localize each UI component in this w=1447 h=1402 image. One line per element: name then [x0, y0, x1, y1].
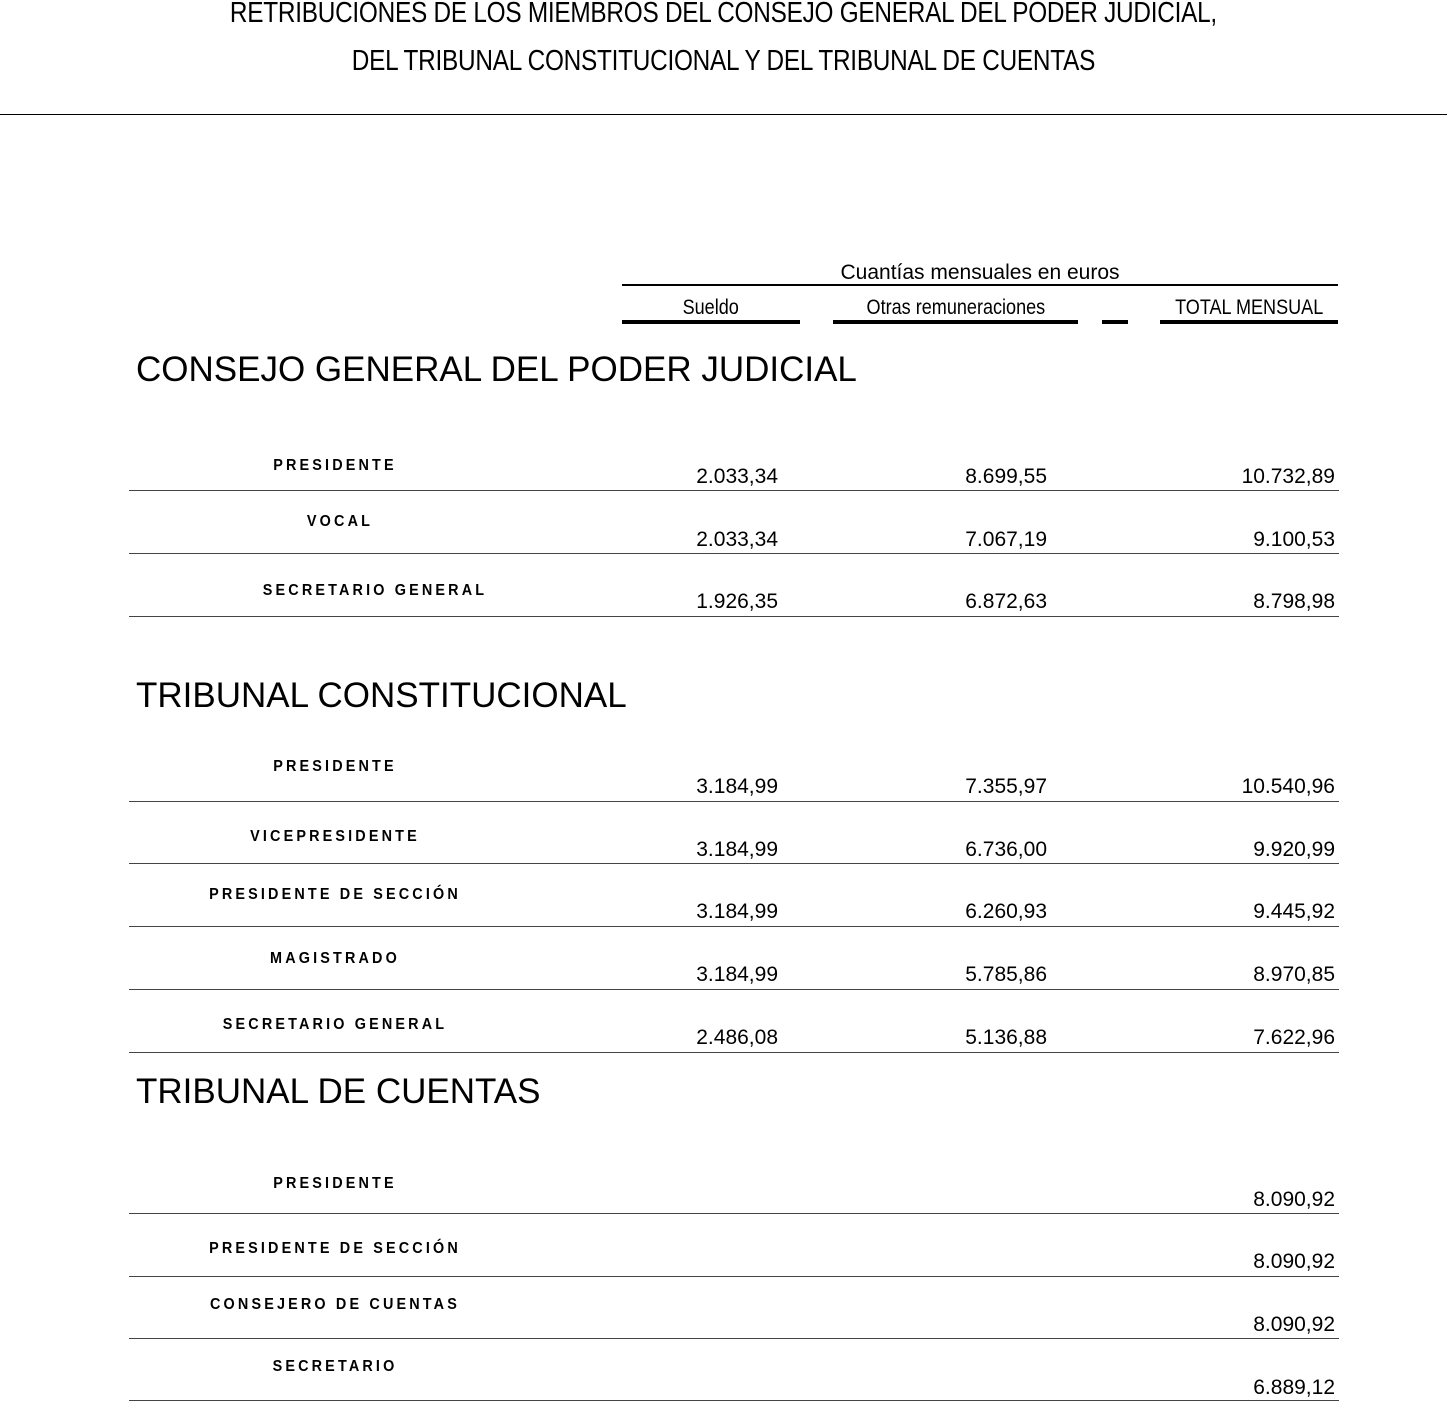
row-label: PRESIDENTE — [273, 457, 397, 474]
cell-total: 10.540,96 — [1241, 775, 1335, 798]
row-label: VICEPRESIDENTE — [250, 828, 420, 845]
cell-sueldo: 3.184,99 — [696, 963, 778, 986]
cell-total: 9.100,53 — [1253, 528, 1335, 551]
row-label: SECRETARIO — [272, 1358, 398, 1375]
cell-total: 9.920,99 — [1253, 838, 1335, 861]
cell-otras: 7.067,19 — [965, 528, 1047, 551]
row-label: SECRETARIO GENERAL — [222, 1016, 448, 1033]
header-divider — [0, 114, 1447, 115]
cell-sueldo: 1.926,35 — [696, 590, 778, 613]
cell-total: 8.970,85 — [1253, 963, 1335, 986]
row-divider — [129, 616, 1339, 617]
document-title-line-1: RETRIBUCIONES DE LOS MIEMBROS DEL CONSEJO GENERAL DEL PODER JUDICIAL, — [229, 0, 1217, 29]
cell-otras: 6.872,63 — [965, 590, 1047, 613]
cell-otras: 7.355,97 — [965, 775, 1047, 798]
row-label: PRESIDENTE DE SECCIÓN — [209, 886, 461, 903]
section-title-tc: TRIBUNAL CONSTITUCIONAL — [136, 676, 627, 715]
row-divider — [129, 989, 1339, 990]
row-divider — [129, 1276, 1339, 1277]
column-bar-total — [1160, 320, 1338, 324]
row-label: VOCAL — [306, 513, 374, 530]
row-divider — [129, 1213, 1339, 1214]
cell-sueldo: 3.184,99 — [696, 900, 778, 923]
cell-total: 8.090,92 — [1253, 1250, 1335, 1273]
cell-total: 8.090,92 — [1253, 1188, 1335, 1211]
cell-otras: 5.136,88 — [965, 1026, 1047, 1049]
section-title-tcu: TRIBUNAL DE CUENTAS — [136, 1072, 541, 1111]
document-title-line-2: DEL TRIBUNAL CONSTITUCIONAL Y DEL TRIBUNAL DE CUENTAS — [351, 45, 1096, 77]
row-label: SECRETARIO GENERAL — [262, 582, 488, 599]
cell-otras: 8.699,55 — [965, 465, 1047, 488]
column-header-sueldo: Sueldo — [682, 296, 740, 319]
caption-rule — [622, 284, 1338, 286]
cell-sueldo: 2.486,08 — [696, 1026, 778, 1049]
row-divider — [129, 1052, 1339, 1053]
row-label: MAGISTRADO — [270, 950, 400, 967]
cell-total: 10.732,89 — [1241, 465, 1335, 488]
column-bar-spacer — [1102, 320, 1128, 324]
row-divider — [129, 553, 1339, 554]
column-header-otras: Otras remuneraciones — [866, 296, 1045, 319]
row-divider — [129, 490, 1339, 491]
cell-sueldo: 2.033,34 — [696, 465, 778, 488]
cell-total: 6.889,12 — [1253, 1376, 1335, 1399]
cell-sueldo: 3.184,99 — [696, 838, 778, 861]
table-caption: Cuantías mensuales en euros — [840, 261, 1120, 284]
row-divider — [129, 1338, 1339, 1339]
row-divider — [129, 863, 1339, 864]
row-divider — [129, 801, 1339, 802]
cell-otras: 6.260,93 — [965, 900, 1047, 923]
cell-total: 9.445,92 — [1253, 900, 1335, 923]
cell-total: 8.090,92 — [1253, 1313, 1335, 1336]
cell-otras: 5.785,86 — [965, 963, 1047, 986]
row-label: PRESIDENTE — [273, 1175, 397, 1192]
row-label: PRESIDENTE — [273, 758, 397, 775]
row-label: CONSEJERO DE CUENTAS — [210, 1296, 460, 1313]
section-title-cgpj: CONSEJO GENERAL DEL PODER JUDICIAL — [136, 350, 857, 389]
cell-total: 7.622,96 — [1253, 1026, 1335, 1049]
cell-total: 8.798,98 — [1253, 590, 1335, 613]
column-header-total: TOTAL MENSUAL — [1174, 296, 1324, 319]
cell-sueldo: 2.033,34 — [696, 528, 778, 551]
row-divider — [129, 1400, 1339, 1401]
row-label: PRESIDENTE DE SECCIÓN — [209, 1240, 461, 1257]
cell-otras: 6.736,00 — [965, 838, 1047, 861]
column-bar-otras — [833, 320, 1078, 324]
column-bar-sueldo — [622, 320, 800, 324]
row-divider — [129, 926, 1339, 927]
cell-sueldo: 3.184,99 — [696, 775, 778, 798]
